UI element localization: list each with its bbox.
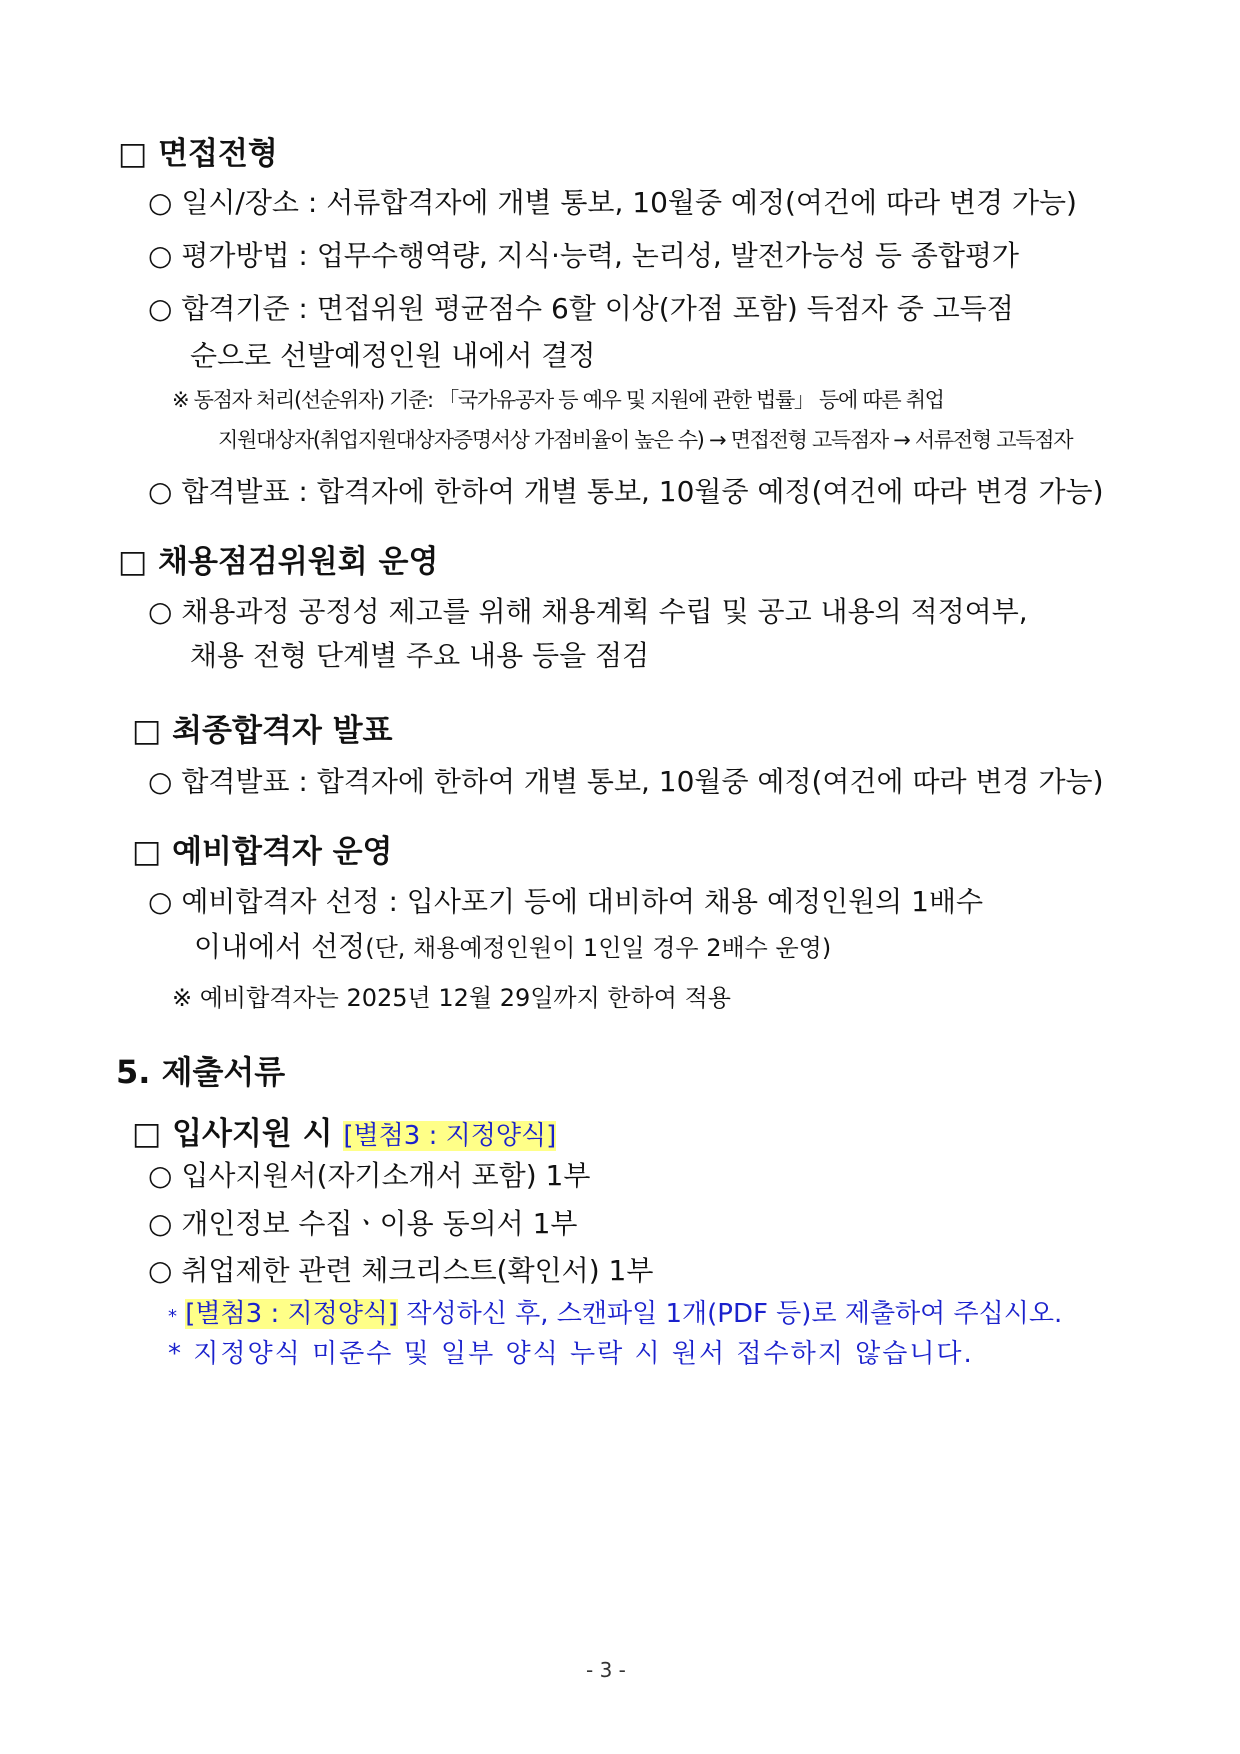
notice-form-tag: [별첨3 : 지정양식] xyxy=(185,1299,399,1329)
reserve-line2 xyxy=(194,925,831,965)
page-number: - 3 - xyxy=(586,1658,626,1682)
submission-item-2: ○ 개인정보 수집ㆍ이용 동의서 1부 xyxy=(148,1207,578,1240)
tie-break-note-line2: 지원대상자(취업지원대상자증명서상 가점비율이 높은 수) → 면접전형 고득점자 → 서류전형 고득점자 xyxy=(218,428,1073,452)
submission-item-1: ○ 입사지원서(자기소개서 포함) 1부 xyxy=(148,1159,591,1192)
application-title: □ 입사지원 시 xyxy=(132,1116,333,1152)
committee-line2: 채용 전형 단계별 주요 내용 등을 점검 xyxy=(190,639,650,672)
reserve-line1: ○ 예비합격자 선정 : 입사포기 등에 대비하여 채용 예정인원의 1배수 xyxy=(148,885,984,918)
reserve-note: ※ 예비합격자는 2025년 12월 29일까지 한하여 적용 xyxy=(172,984,731,1012)
section-title-interview: □ 면접전형 xyxy=(118,136,278,172)
tie-break-note-line1: ※ 동점자 처리(선순위자) 기준: 「국가유공자 등 예우 및 지원에 관한 법률」 등에 따른 취업 xyxy=(172,388,944,412)
final-announce: ○ 합격발표 : 합격자에 한하여 개별 통보, 10월중 예정(여건에 따라 변경 가능) xyxy=(148,765,1104,798)
section-title-final: □ 최종합격자 발표 xyxy=(132,713,393,749)
section-title-application xyxy=(132,1108,556,1153)
interview-schedule: ○ 일시/장소 : 서류합격자에 개별 통보, 10월중 예정(여건에 따라 변경 가능) xyxy=(148,186,1077,219)
interview-announce: ○ 합격발표 : 합격자에 한하여 개별 통보, 10월중 예정(여건에 따라 변경 가능) xyxy=(148,475,1104,508)
interview-method: ○ 평가방법 : 업무수행역량, 지식·능력, 논리성, 발전가능성 등 종합평가 xyxy=(148,239,1019,272)
notice-star: * xyxy=(168,1306,177,1327)
committee-line1: ○ 채용과정 공정성 제고를 위해 채용계획 수립 및 공고 내용의 적정여부, xyxy=(148,595,1028,628)
reserve-line2-main: 이내에서 선정 xyxy=(194,930,366,963)
notice-scan-text: 작성하신 후, 스캔파일 1개(PDF 등)로 제출하여 주십시오. xyxy=(406,1299,1063,1329)
section5-heading: 5. 제출서류 xyxy=(116,1053,286,1091)
section-title-committee: □ 채용점검위원회 운영 xyxy=(118,544,439,580)
notice-scan-file xyxy=(168,1293,1062,1330)
notice-form-compliance: * 지정양식 미준수 및 일부 양식 누락 시 원서 접수하지 않습니다. xyxy=(168,1339,974,1369)
section-title-reserve: □ 예비합격자 운영 xyxy=(132,834,393,870)
submission-item-3: ○ 취업제한 관련 체크리스트(확인서) 1부 xyxy=(148,1254,654,1287)
reserve-line2-paren: (단, 채용예정인원이 1인일 경우 2배수 운영) xyxy=(365,934,832,962)
interview-criteria-line1: ○ 합격기준 : 면접위원 평균점수 6할 이상(가점 포함) 득점자 중 고득점 xyxy=(148,292,1014,325)
interview-criteria-line2: 순으로 선발예정인원 내에서 결정 xyxy=(190,339,596,372)
form-tag-highlight: [별첨3 : 지정양식] xyxy=(343,1121,557,1151)
